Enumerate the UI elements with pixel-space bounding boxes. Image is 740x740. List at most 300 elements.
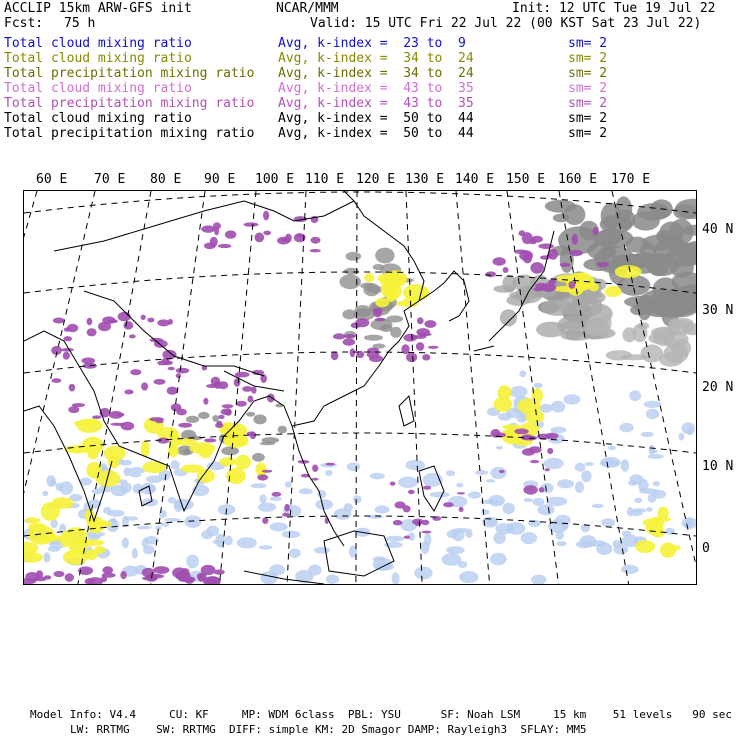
field-avg-range: Avg, k-index = 43 to 35 <box>278 96 474 111</box>
purple-cloud-blob <box>124 390 133 395</box>
purple-cloud-blob <box>325 463 335 466</box>
blue-cloud-blob <box>314 547 330 554</box>
blue-cloud-blob <box>315 499 333 510</box>
blue-cloud-blob <box>600 460 620 467</box>
purple-cloud-blob <box>533 287 543 291</box>
latitude-label: 10 N <box>702 459 734 474</box>
yellow-cloud-blob <box>525 410 544 423</box>
purple-cloud-blob <box>234 378 241 387</box>
yellow-cloud-blob <box>256 462 267 476</box>
blue-cloud-blob <box>353 495 362 503</box>
blue-cloud-blob <box>159 510 167 519</box>
gray-cloud-blob <box>364 335 383 341</box>
purple-cloud-blob <box>44 575 52 579</box>
blue-cloud-blob <box>614 544 629 554</box>
latitude-line <box>24 433 696 453</box>
field-legend <box>0 36 740 146</box>
blue-cloud-blob <box>289 549 301 558</box>
blue-cloud-blob <box>325 470 333 476</box>
blue-cloud-blob <box>161 522 169 526</box>
purple-cloud-blob <box>215 423 223 428</box>
yellow-cloud-blob <box>658 507 669 520</box>
field-smoothing: sm= 2 <box>568 81 608 96</box>
blue-cloud-blob <box>269 564 285 575</box>
purple-cloud-blob <box>157 361 166 366</box>
gray-cloud-blob <box>564 204 586 225</box>
field-smoothing: sm= 2 <box>568 111 608 126</box>
yellow-cloud-blob <box>219 457 236 466</box>
field-avg-range: Avg, k-index = 50 to 44 <box>278 126 474 141</box>
blue-cloud-blob <box>459 571 478 583</box>
yellow-cloud-blob <box>615 265 642 278</box>
purple-cloud-blob <box>87 318 93 325</box>
map-canvas <box>24 191 696 584</box>
longitude-label: 120 E <box>356 172 396 187</box>
field-name: Total cloud mixing ratio <box>4 111 192 126</box>
longitude-label: 70 E <box>94 172 126 187</box>
field-row <box>4 36 734 51</box>
blue-cloud-blob <box>398 477 417 488</box>
yellow-cloud-blob <box>668 545 681 551</box>
purple-cloud-blob <box>312 465 318 472</box>
purple-cloud-blob <box>242 386 253 392</box>
yellow-cloud-blob <box>643 518 665 527</box>
blue-cloud-blob <box>551 401 565 413</box>
purple-cloud-blob <box>214 569 225 574</box>
yellow-cloud-blob <box>386 289 395 302</box>
blue-cloud-blob <box>575 463 586 472</box>
blue-cloud-blob <box>557 479 574 488</box>
org-label: NCAR/MMM <box>276 1 339 16</box>
blue-cloud-blob <box>251 483 267 488</box>
purple-cloud-blob <box>493 257 506 265</box>
purple-cloud-blob <box>486 271 497 277</box>
purple-cloud-blob <box>251 387 256 394</box>
field-avg-range: Avg, k-index = 43 to 35 <box>278 81 474 96</box>
yellow-cloud-blob <box>141 441 150 458</box>
blue-cloud-blob <box>622 531 632 537</box>
purple-cloud-blob <box>355 318 369 327</box>
yellow-cloud-blob <box>364 273 374 282</box>
purple-cloud-blob <box>263 231 271 236</box>
purple-cloud-blob <box>185 577 194 584</box>
purple-cloud-blob <box>333 333 345 339</box>
purple-cloud-blob <box>529 239 537 245</box>
blue-cloud-blob <box>503 503 515 514</box>
purple-cloud-blob <box>459 507 464 512</box>
purple-cloud-blob <box>172 567 186 578</box>
blue-cloud-blob <box>270 497 282 501</box>
purple-cloud-blob <box>547 448 553 454</box>
purple-cloud-blob <box>311 237 321 244</box>
purple-cloud-blob <box>545 468 550 471</box>
purple-cloud-blob <box>422 520 430 525</box>
purple-cloud-blob <box>528 446 541 453</box>
longitude-label: 80 E <box>150 172 182 187</box>
blue-cloud-blob <box>237 537 257 548</box>
purple-cloud-blob <box>98 322 111 331</box>
gray-cloud-blob <box>618 275 651 296</box>
coastline-segment <box>474 346 494 351</box>
blue-cloud-blob <box>375 505 390 513</box>
blue-cloud-blob <box>490 553 507 566</box>
field-row <box>4 96 734 111</box>
blue-cloud-blob <box>430 492 450 498</box>
purple-cloud-blob <box>65 573 74 582</box>
blue-cloud-blob <box>414 567 433 580</box>
field-name: Total cloud mixing ratio <box>4 81 192 96</box>
purple-cloud-blob <box>499 470 505 473</box>
yellow-cloud-blob <box>635 540 655 553</box>
gray-cloud-blob <box>375 248 394 264</box>
blue-cloud-blob <box>644 401 662 408</box>
blue-cloud-blob <box>628 480 637 486</box>
yellow-cloud-blob <box>502 424 521 429</box>
purple-cloud-blob <box>82 358 96 364</box>
blue-cloud-blob <box>533 383 542 388</box>
forecast-hours: 75 h <box>64 16 96 31</box>
blue-cloud-blob <box>164 518 181 522</box>
blue-cloud-blob <box>206 526 219 537</box>
field-smoothing: sm= 2 <box>568 66 608 81</box>
purple-cloud-blob <box>235 372 250 378</box>
longitude-label: 150 E <box>506 172 546 187</box>
yellow-cloud-blob <box>28 525 55 544</box>
gray-cloud-blob <box>502 275 516 293</box>
purple-cloud-blob <box>312 478 319 481</box>
gray-cloud-blob <box>342 309 356 319</box>
blue-cloud-blob <box>299 488 313 494</box>
purple-cloud-blob <box>204 438 216 442</box>
purple-cloud-blob <box>408 490 415 494</box>
field-name: Total precipitation mixing ratio <box>4 96 255 111</box>
latitude-label: 30 N <box>702 303 734 318</box>
purple-cloud-blob <box>129 334 136 338</box>
field-name: Total precipitation mixing ratio <box>4 126 255 141</box>
gray-cloud-blob <box>640 289 678 317</box>
gray-cloud-blob <box>663 331 689 349</box>
purple-cloud-blob <box>178 423 192 428</box>
blue-cloud-blob <box>648 454 664 459</box>
field-smoothing: sm= 2 <box>568 51 608 66</box>
purple-cloud-blob <box>572 234 578 245</box>
purple-cloud-blob <box>141 382 148 390</box>
valid-time: Valid: 15 UTC Fri 22 Jul 22 (00 KST Sat 23 Jul 22) <box>310 16 702 31</box>
purple-cloud-blob <box>176 409 187 416</box>
purple-cloud-blob <box>592 227 598 235</box>
field-row <box>4 81 734 96</box>
blue-cloud-blob <box>481 509 489 514</box>
purple-cloud-blob <box>284 504 290 512</box>
purple-cloud-blob <box>422 354 430 360</box>
purple-cloud-blob <box>597 262 609 267</box>
longitude-label: 60 E <box>36 172 68 187</box>
purple-cloud-blob <box>176 368 189 374</box>
purple-cloud-blob <box>267 394 275 403</box>
blue-cloud-blob <box>653 481 660 486</box>
latitude-label: 20 N <box>702 380 734 395</box>
yellow-cloud-blob <box>380 276 404 288</box>
blue-cloud-blob <box>621 565 639 574</box>
blue-cloud-blob <box>581 470 591 482</box>
blue-cloud-blob <box>585 462 594 466</box>
gray-cloud-blob <box>632 324 647 342</box>
blue-cloud-blob <box>685 517 693 529</box>
blue-cloud-blob <box>627 507 634 516</box>
blue-cloud-blob <box>285 481 292 487</box>
purple-cloud-blob <box>457 492 465 494</box>
blue-cloud-blob <box>648 493 657 502</box>
blue-cloud-blob <box>370 473 385 480</box>
purple-cloud-blob <box>530 460 539 463</box>
yellow-cloud-blob <box>235 455 251 470</box>
purple-cloud-blob <box>503 267 509 273</box>
purple-cloud-blob <box>210 237 218 247</box>
blue-cloud-blob <box>678 433 684 441</box>
latitude-label: 40 N <box>702 222 734 237</box>
purple-cloud-blob <box>263 211 269 221</box>
yellow-cloud-blob <box>497 385 511 400</box>
purple-cloud-blob <box>443 502 454 507</box>
blue-cloud-blob <box>92 488 104 494</box>
purple-cloud-blob <box>154 379 166 385</box>
blue-cloud-blob <box>592 504 604 508</box>
purple-cloud-blob <box>569 250 583 256</box>
purple-cloud-blob <box>560 263 571 267</box>
purple-cloud-blob <box>176 373 181 378</box>
purple-cloud-blob <box>350 348 355 357</box>
gray-cloud-blob <box>601 203 622 230</box>
gray-cloud-blob <box>198 412 209 419</box>
blue-cloud-blob <box>486 479 495 483</box>
purple-cloud-blob <box>404 334 418 342</box>
yellow-cloud-blob <box>605 286 622 297</box>
purple-cloud-blob <box>218 381 228 389</box>
purple-cloud-blob <box>519 230 526 236</box>
purple-cloud-blob <box>375 318 386 322</box>
purple-cloud-blob <box>72 403 85 407</box>
longitude-label: 160 E <box>558 172 598 187</box>
purple-cloud-blob <box>244 222 259 226</box>
yellow-cloud-blob <box>51 497 73 509</box>
field-row <box>4 126 734 141</box>
footer-line-1: Model Info: V4.4 CU: KF MP: WDM 6class PBL: YSU SF: Noah LSM 15 km 51 levels 90 sec <box>30 708 732 721</box>
blue-cloud-blob <box>110 518 116 523</box>
purple-cloud-blob <box>538 243 553 249</box>
yellow-cloud-blob <box>190 442 216 454</box>
purple-cloud-blob <box>403 505 411 512</box>
gray-cloud-blob <box>641 345 664 363</box>
purple-cloud-blob <box>162 350 176 360</box>
purple-cloud-blob <box>67 324 78 333</box>
longitude-label: 130 E <box>405 172 445 187</box>
purple-cloud-blob <box>416 342 424 351</box>
blue-cloud-blob <box>42 491 48 496</box>
blue-cloud-blob <box>531 575 547 584</box>
blue-cloud-blob <box>184 515 201 528</box>
blue-cloud-blob <box>601 518 615 527</box>
purple-cloud-blob <box>539 487 545 493</box>
purple-cloud-blob <box>248 396 254 403</box>
blue-cloud-blob <box>225 536 233 546</box>
blue-cloud-blob <box>132 548 138 559</box>
blue-cloud-blob <box>510 386 528 398</box>
gray-cloud-blob <box>253 414 266 424</box>
purple-cloud-blob <box>523 485 537 495</box>
blue-cloud-blob <box>456 483 463 488</box>
purple-cloud-blob <box>541 283 556 292</box>
purple-cloud-blob <box>121 422 135 431</box>
blue-cloud-blob <box>475 470 488 475</box>
blue-cloud-blob <box>111 485 128 497</box>
purple-cloud-blob <box>514 429 528 435</box>
purple-cloud-blob <box>201 565 216 575</box>
blue-cloud-blob <box>634 498 642 503</box>
gray-cloud-blob <box>606 350 632 360</box>
purple-cloud-blob <box>168 367 175 371</box>
field-name: Total cloud mixing ratio <box>4 51 192 66</box>
purple-cloud-blob <box>108 319 118 323</box>
blue-cloud-blob <box>619 423 633 433</box>
gray-cloud-blob <box>386 315 403 322</box>
purple-cloud-blob <box>225 230 236 238</box>
latitude-label: 0 <box>702 541 710 556</box>
blue-cloud-blob <box>550 427 566 434</box>
blue-cloud-blob <box>308 565 321 576</box>
blue-cloud-blob <box>171 460 180 469</box>
blue-cloud-blob <box>46 475 55 487</box>
blue-cloud-blob <box>488 495 505 507</box>
blue-cloud-blob <box>122 537 129 548</box>
blue-cloud-blob <box>270 522 288 531</box>
blue-cloud-blob <box>556 541 566 546</box>
gray-cloud-blob <box>536 322 565 338</box>
coastline-segment <box>399 396 414 426</box>
field-avg-range: Avg, k-index = 34 to 24 <box>278 66 474 81</box>
blue-cloud-blob <box>487 520 497 526</box>
longitude-line <box>456 191 490 584</box>
blue-cloud-blob <box>406 460 426 470</box>
purple-cloud-blob <box>417 317 424 324</box>
field-name: Total cloud mixing ratio <box>4 36 192 51</box>
purple-cloud-blob <box>153 566 169 574</box>
gray-cloud-blob <box>500 309 517 326</box>
blue-cloud-blob <box>537 504 554 515</box>
blue-cloud-blob <box>442 553 462 566</box>
purple-cloud-blob <box>168 319 173 325</box>
blue-cloud-blob <box>137 526 152 530</box>
blue-cloud-blob <box>629 390 641 401</box>
blue-cloud-blob <box>539 404 552 413</box>
blue-cloud-blob <box>385 536 405 542</box>
blue-cloud-blob <box>641 432 654 437</box>
purple-cloud-blob <box>393 520 403 526</box>
gray-cloud-blob <box>278 426 287 434</box>
yellow-cloud-blob <box>403 284 430 301</box>
longitude-label: 170 E <box>611 172 651 187</box>
longitude-label: 110 E <box>305 172 345 187</box>
purple-cloud-blob <box>61 348 74 352</box>
blue-cloud-blob <box>564 394 581 404</box>
purple-cloud-blob <box>120 571 127 579</box>
purple-cloud-blob <box>343 338 356 345</box>
purple-cloud-blob <box>203 398 208 405</box>
purple-cloud-blob <box>147 318 154 323</box>
blue-cloud-blob <box>424 533 431 546</box>
blue-cloud-blob <box>60 481 73 495</box>
purple-cloud-blob <box>415 522 422 526</box>
gray-cloud-blob <box>246 412 255 417</box>
purple-cloud-blob <box>373 309 382 317</box>
longitude-label: 90 E <box>204 172 236 187</box>
blue-cloud-blob <box>524 498 533 502</box>
blue-cloud-blob <box>621 459 630 472</box>
model-title: ACCLIP 15km ARW-GFS init <box>4 1 192 16</box>
blue-cloud-blob <box>259 494 266 503</box>
purple-cloud-blob <box>53 318 65 324</box>
blue-cloud-blob <box>259 545 273 549</box>
blue-cloud-blob <box>638 479 649 492</box>
blue-cloud-blob <box>498 413 512 421</box>
purple-cloud-blob <box>201 225 215 232</box>
blue-cloud-blob <box>468 491 481 498</box>
blue-cloud-blob <box>447 530 458 538</box>
purple-cloud-blob <box>92 415 101 419</box>
yellow-cloud-blob <box>24 552 43 563</box>
blue-cloud-blob <box>544 458 564 469</box>
purple-cloud-blob <box>523 253 532 264</box>
yellow-cloud-blob <box>104 446 126 461</box>
purple-cloud-blob <box>87 328 97 336</box>
yellow-cloud-blob <box>651 529 664 538</box>
purple-cloud-blob <box>262 517 268 524</box>
gray-cloud-blob <box>252 453 265 462</box>
purple-cloud-blob <box>102 566 113 574</box>
blue-cloud-blob <box>608 446 616 451</box>
yellow-cloud-blob <box>96 470 121 486</box>
footer-line-2: LW: RRTMG SW: RRTMG DIFF: simple KM: 2D Smagor DAMP: Rayleigh3 SFLAY: MM5 <box>70 723 587 736</box>
blue-cloud-blob <box>533 498 545 506</box>
longitude-label: 140 E <box>455 172 495 187</box>
purple-cloud-blob <box>236 401 247 407</box>
purple-cloud-blob <box>147 574 164 579</box>
purple-cloud-blob <box>167 387 178 395</box>
blue-cloud-blob <box>368 515 383 519</box>
purple-cloud-blob <box>52 378 62 383</box>
blue-cloud-blob <box>446 546 465 554</box>
init-time: Init: 12 UTC Tue 19 Jul 22 <box>512 1 716 16</box>
blue-cloud-blob <box>446 470 455 476</box>
purple-cloud-blob <box>390 482 396 486</box>
purple-cloud-blob <box>310 249 321 252</box>
blue-cloud-blob <box>282 531 301 539</box>
yellow-cloud-blob <box>77 539 104 546</box>
coastline-segment <box>419 466 444 511</box>
field-smoothing: sm= 2 <box>568 126 608 141</box>
purple-cloud-blob <box>568 281 575 289</box>
purple-cloud-blob <box>118 312 131 322</box>
blue-cloud-blob <box>681 422 695 434</box>
purple-cloud-blob <box>218 415 224 419</box>
blue-cloud-blob <box>495 523 513 535</box>
coastline-segment <box>84 291 264 376</box>
blue-cloud-blob <box>107 510 125 517</box>
coastline-segment <box>444 271 469 321</box>
blue-cloud-blob <box>519 370 526 377</box>
purple-cloud-blob <box>406 353 417 363</box>
purple-cloud-blob <box>221 409 231 416</box>
field-avg-range: Avg, k-index = 34 to 24 <box>278 51 474 66</box>
